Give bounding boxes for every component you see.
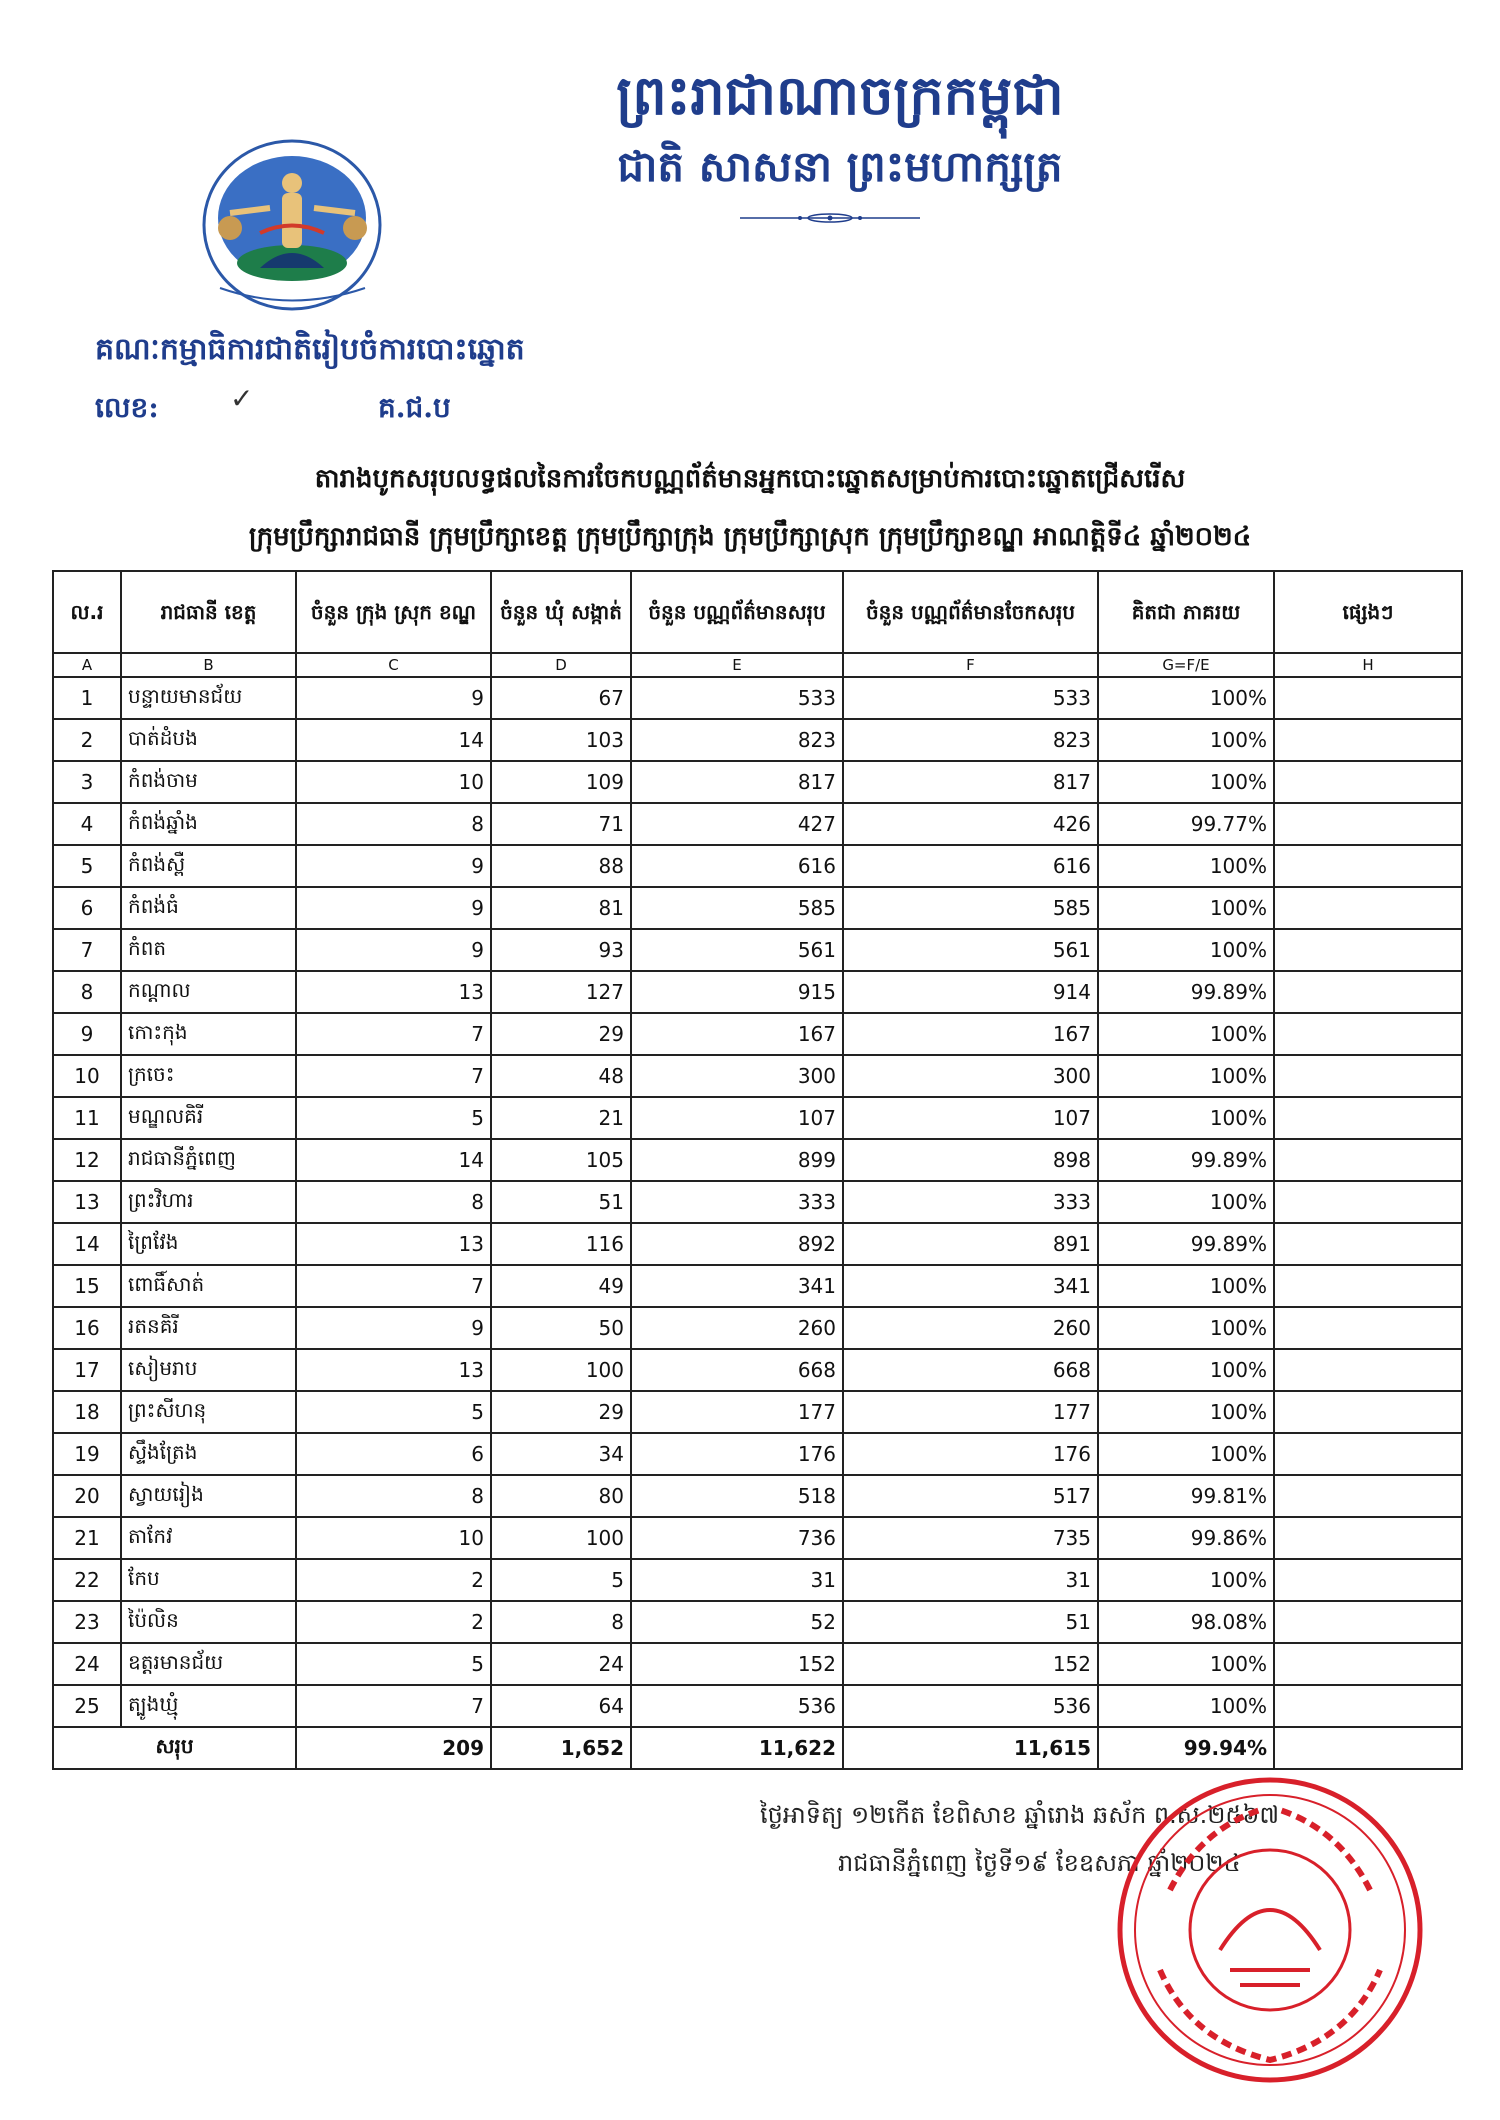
column-letter: H bbox=[1274, 653, 1462, 677]
districts-count: 10 bbox=[296, 761, 491, 803]
communes-count: 48 bbox=[491, 1055, 631, 1097]
other-note bbox=[1274, 1223, 1462, 1265]
table-row bbox=[53, 1685, 1462, 1727]
cards-total: 668 bbox=[631, 1349, 843, 1391]
districts-count: 10 bbox=[296, 1517, 491, 1559]
communes-count: 93 bbox=[491, 929, 631, 971]
total-communes: 1,652 bbox=[491, 1727, 631, 1769]
table-row bbox=[53, 1223, 1462, 1265]
table-header-row bbox=[53, 571, 1462, 653]
cards-distributed: 31 bbox=[843, 1559, 1098, 1601]
districts-count: 5 bbox=[296, 1097, 491, 1139]
cards-total: 892 bbox=[631, 1223, 843, 1265]
province-name: ក្រចេះ bbox=[121, 1055, 296, 1097]
cards-total: 333 bbox=[631, 1181, 843, 1223]
cards-total: 167 bbox=[631, 1013, 843, 1055]
header-province: រាជធានី ខេត្ត bbox=[121, 571, 296, 653]
communes-count: 71 bbox=[491, 803, 631, 845]
total-other bbox=[1274, 1727, 1462, 1769]
other-note bbox=[1274, 1055, 1462, 1097]
table-row bbox=[53, 845, 1462, 887]
cards-distributed: 517 bbox=[843, 1475, 1098, 1517]
document-title-line-2: ក្រុមប្រឹក្សារាជធានី ក្រុមប្រឹក្សាខេត្ត ក្រុមប្រឹក្សាក្រុង ក្រុមប្រឹក្សាស្រុក ក្រុមប្រឹក្សាខណ្ឌ អាណត្តិទី៤ ឆ្នាំ២០២៤ bbox=[248, 522, 1252, 552]
table-row bbox=[53, 677, 1462, 719]
districts-count: 6 bbox=[296, 1433, 491, 1475]
communes-count: 67 bbox=[491, 677, 631, 719]
distributed-percent: 100% bbox=[1098, 845, 1274, 887]
province-name: កំពង់ឆ្នាំង bbox=[121, 803, 296, 845]
table-row bbox=[53, 1391, 1462, 1433]
table-total-row bbox=[53, 1727, 1462, 1769]
other-note bbox=[1274, 761, 1462, 803]
row-number: 8 bbox=[53, 971, 121, 1013]
cards-total: 561 bbox=[631, 929, 843, 971]
national-motto: ជាតិ សាសនា ព្រះមហាក្សត្រ bbox=[617, 142, 1063, 191]
districts-count: 13 bbox=[296, 1223, 491, 1265]
row-number: 9 bbox=[53, 1013, 121, 1055]
districts-count: 2 bbox=[296, 1559, 491, 1601]
cards-distributed: 260 bbox=[843, 1307, 1098, 1349]
header-communes: ចំនួន ឃុំ សង្កាត់ bbox=[491, 571, 631, 653]
other-note bbox=[1274, 1559, 1462, 1601]
table-row bbox=[53, 1265, 1462, 1307]
province-name: បាត់ដំបង bbox=[121, 719, 296, 761]
row-number: 5 bbox=[53, 845, 121, 887]
communes-count: 29 bbox=[491, 1391, 631, 1433]
communes-count: 109 bbox=[491, 761, 631, 803]
other-note bbox=[1274, 971, 1462, 1013]
province-name: សៀមរាប bbox=[121, 1349, 296, 1391]
table-row bbox=[53, 761, 1462, 803]
distributed-percent: 100% bbox=[1098, 1349, 1274, 1391]
distributed-percent: 99.89% bbox=[1098, 971, 1274, 1013]
cards-distributed: 891 bbox=[843, 1223, 1098, 1265]
table-row bbox=[53, 1307, 1462, 1349]
cards-distributed: 561 bbox=[843, 929, 1098, 971]
total-label: សរុប bbox=[53, 1727, 296, 1769]
communes-count: 80 bbox=[491, 1475, 631, 1517]
province-name: ពោធិ៍សាត់ bbox=[121, 1265, 296, 1307]
cards-total: 107 bbox=[631, 1097, 843, 1139]
districts-count: 5 bbox=[296, 1391, 491, 1433]
cards-distributed: 585 bbox=[843, 887, 1098, 929]
districts-count: 9 bbox=[296, 887, 491, 929]
table-row bbox=[53, 1517, 1462, 1559]
communes-count: 50 bbox=[491, 1307, 631, 1349]
cards-distributed: 167 bbox=[843, 1013, 1098, 1055]
cards-total: 176 bbox=[631, 1433, 843, 1475]
districts-count: 9 bbox=[296, 845, 491, 887]
row-number: 17 bbox=[53, 1349, 121, 1391]
distributed-percent: 99.89% bbox=[1098, 1139, 1274, 1181]
row-number: 20 bbox=[53, 1475, 121, 1517]
other-note bbox=[1274, 1601, 1462, 1643]
districts-count: 7 bbox=[296, 1013, 491, 1055]
cards-distributed: 341 bbox=[843, 1265, 1098, 1307]
cards-distributed: 426 bbox=[843, 803, 1098, 845]
nec-logo-emblem bbox=[200, 138, 385, 313]
communes-count: 21 bbox=[491, 1097, 631, 1139]
districts-count: 13 bbox=[296, 1349, 491, 1391]
communes-count: 64 bbox=[491, 1685, 631, 1727]
table-row bbox=[53, 1097, 1462, 1139]
table-row bbox=[53, 1475, 1462, 1517]
distributed-percent: 100% bbox=[1098, 1265, 1274, 1307]
other-note bbox=[1274, 1265, 1462, 1307]
distributed-percent: 99.89% bbox=[1098, 1223, 1274, 1265]
column-letter: F bbox=[843, 653, 1098, 677]
cards-distributed: 51 bbox=[843, 1601, 1098, 1643]
header-districts: ចំនួន ក្រុង ស្រុក ខណ្ឌ bbox=[296, 571, 491, 653]
other-note bbox=[1274, 803, 1462, 845]
total-cards: 11,622 bbox=[631, 1727, 843, 1769]
other-note bbox=[1274, 1181, 1462, 1223]
distributed-percent: 100% bbox=[1098, 887, 1274, 929]
table-row bbox=[53, 1013, 1462, 1055]
column-letter: E bbox=[631, 653, 843, 677]
cards-total: 52 bbox=[631, 1601, 843, 1643]
cards-distributed: 735 bbox=[843, 1517, 1098, 1559]
header-other: ផ្សេងៗ bbox=[1274, 571, 1462, 653]
total-percent: 99.94% bbox=[1098, 1727, 1274, 1769]
districts-count: 5 bbox=[296, 1643, 491, 1685]
cards-distributed: 536 bbox=[843, 1685, 1098, 1727]
cards-total: 31 bbox=[631, 1559, 843, 1601]
province-name: ឧត្ដរមានជ័យ bbox=[121, 1643, 296, 1685]
official-seal-stamp bbox=[1110, 1770, 1430, 2090]
province-name: ប៉ៃលិន bbox=[121, 1601, 296, 1643]
table-row bbox=[53, 1055, 1462, 1097]
cards-total: 585 bbox=[631, 887, 843, 929]
communes-count: 24 bbox=[491, 1643, 631, 1685]
communes-count: 34 bbox=[491, 1433, 631, 1475]
row-number: 12 bbox=[53, 1139, 121, 1181]
cards-total: 427 bbox=[631, 803, 843, 845]
row-number: 4 bbox=[53, 803, 121, 845]
other-note bbox=[1274, 1517, 1462, 1559]
districts-count: 9 bbox=[296, 1307, 491, 1349]
solar-date: រាជធានីភ្នំពេញ ថ្ងៃទី១៩ ខែឧសភា ឆ្នាំ២០២៤ bbox=[838, 1849, 1241, 1877]
header-no: ល.រ bbox=[53, 571, 121, 653]
row-number: 6 bbox=[53, 887, 121, 929]
document-title-line-1: តារាងបូកសរុបលទ្ធផលនៃការចែកបណ្ណព័ត៌មានអ្នកបោះឆ្នោតសម្រាប់ការបោះឆ្នោតជ្រើសរើស bbox=[314, 464, 1186, 494]
table-row bbox=[53, 1139, 1462, 1181]
distributed-percent: 99.86% bbox=[1098, 1517, 1274, 1559]
province-name: រាជធានីភ្នំពេញ bbox=[121, 1139, 296, 1181]
header-cards-distributed: ចំនួន បណ្ណព័ត៌មានចែកសរុប bbox=[843, 571, 1098, 653]
reference-code: គ.ជ.ប bbox=[378, 391, 451, 424]
cards-total: 899 bbox=[631, 1139, 843, 1181]
total-distributed: 11,615 bbox=[843, 1727, 1098, 1769]
cards-total: 260 bbox=[631, 1307, 843, 1349]
distributed-percent: 100% bbox=[1098, 1307, 1274, 1349]
province-name: ព្រះសីហនុ bbox=[121, 1391, 296, 1433]
communes-count: 116 bbox=[491, 1223, 631, 1265]
table-row bbox=[53, 719, 1462, 761]
row-number: 7 bbox=[53, 929, 121, 971]
cards-distributed: 107 bbox=[843, 1097, 1098, 1139]
communes-count: 105 bbox=[491, 1139, 631, 1181]
row-number: 15 bbox=[53, 1265, 121, 1307]
row-number: 14 bbox=[53, 1223, 121, 1265]
province-name: ស្ទឹងត្រែង bbox=[121, 1433, 296, 1475]
cards-distributed: 533 bbox=[843, 677, 1098, 719]
distributed-percent: 100% bbox=[1098, 1433, 1274, 1475]
row-number: 10 bbox=[53, 1055, 121, 1097]
districts-count: 7 bbox=[296, 1055, 491, 1097]
communes-count: 103 bbox=[491, 719, 631, 761]
province-name: រតនគិរី bbox=[121, 1307, 296, 1349]
table-row bbox=[53, 971, 1462, 1013]
province-name: បន្ទាយមានជ័យ bbox=[121, 677, 296, 719]
other-note bbox=[1274, 1013, 1462, 1055]
other-note bbox=[1274, 1433, 1462, 1475]
cards-distributed: 914 bbox=[843, 971, 1098, 1013]
province-name: កំពង់ចាម bbox=[121, 761, 296, 803]
other-note bbox=[1274, 1643, 1462, 1685]
communes-count: 29 bbox=[491, 1013, 631, 1055]
distributed-percent: 100% bbox=[1098, 1097, 1274, 1139]
reference-number-label: លេខ: bbox=[95, 391, 159, 424]
cards-total: 152 bbox=[631, 1643, 843, 1685]
distributed-percent: 100% bbox=[1098, 677, 1274, 719]
province-name: តាកែវ bbox=[121, 1517, 296, 1559]
column-letter: G=F/E bbox=[1098, 653, 1274, 677]
communes-count: 81 bbox=[491, 887, 631, 929]
communes-count: 88 bbox=[491, 845, 631, 887]
distributed-percent: 100% bbox=[1098, 929, 1274, 971]
cards-total: 177 bbox=[631, 1391, 843, 1433]
cards-total: 915 bbox=[631, 971, 843, 1013]
other-note bbox=[1274, 845, 1462, 887]
districts-count: 9 bbox=[296, 677, 491, 719]
column-letter: B bbox=[121, 653, 296, 677]
distributed-percent: 100% bbox=[1098, 761, 1274, 803]
distributed-percent: 100% bbox=[1098, 719, 1274, 761]
cards-distributed: 898 bbox=[843, 1139, 1098, 1181]
distributed-percent: 99.81% bbox=[1098, 1475, 1274, 1517]
column-letter: D bbox=[491, 653, 631, 677]
row-number: 21 bbox=[53, 1517, 121, 1559]
table-row bbox=[53, 1643, 1462, 1685]
distributed-percent: 100% bbox=[1098, 1643, 1274, 1685]
other-note bbox=[1274, 929, 1462, 971]
table-row bbox=[53, 929, 1462, 971]
distributed-percent: 99.77% bbox=[1098, 803, 1274, 845]
distributed-percent: 100% bbox=[1098, 1391, 1274, 1433]
communes-count: 100 bbox=[491, 1349, 631, 1391]
row-number: 22 bbox=[53, 1559, 121, 1601]
cards-distributed: 177 bbox=[843, 1391, 1098, 1433]
summary-table bbox=[52, 570, 1463, 1770]
table-row bbox=[53, 1559, 1462, 1601]
cards-distributed: 817 bbox=[843, 761, 1098, 803]
communes-count: 127 bbox=[491, 971, 631, 1013]
districts-count: 8 bbox=[296, 1475, 491, 1517]
districts-count: 14 bbox=[296, 719, 491, 761]
distributed-percent: 100% bbox=[1098, 1559, 1274, 1601]
other-note bbox=[1274, 719, 1462, 761]
districts-count: 8 bbox=[296, 803, 491, 845]
districts-count: 13 bbox=[296, 971, 491, 1013]
cards-distributed: 616 bbox=[843, 845, 1098, 887]
organization-name: គណៈកម្មាធិការជាតិរៀបចំការបោះឆ្នោត bbox=[95, 332, 525, 367]
cards-total: 616 bbox=[631, 845, 843, 887]
table-row bbox=[53, 803, 1462, 845]
other-note bbox=[1274, 1685, 1462, 1727]
row-number: 23 bbox=[53, 1601, 121, 1643]
communes-count: 49 bbox=[491, 1265, 631, 1307]
province-name: កំពង់ស្ពឺ bbox=[121, 845, 296, 887]
cards-total: 533 bbox=[631, 677, 843, 719]
cards-total: 823 bbox=[631, 719, 843, 761]
lunar-date: ថ្ងៃអាទិត្យ ១២កើត ខែពិសាខ ឆ្នាំរោង ឆស័ក ព.ស.២៥៦៧ bbox=[760, 1801, 1280, 1829]
table-row bbox=[53, 1433, 1462, 1475]
distributed-percent: 100% bbox=[1098, 1055, 1274, 1097]
districts-count: 9 bbox=[296, 929, 491, 971]
table-row bbox=[53, 1349, 1462, 1391]
cards-total: 536 bbox=[631, 1685, 843, 1727]
row-number: 19 bbox=[53, 1433, 121, 1475]
communes-count: 5 bbox=[491, 1559, 631, 1601]
table-column-letters-row bbox=[53, 653, 1462, 677]
communes-count: 51 bbox=[491, 1181, 631, 1223]
cards-total: 518 bbox=[631, 1475, 843, 1517]
communes-count: 100 bbox=[491, 1517, 631, 1559]
cards-total: 300 bbox=[631, 1055, 843, 1097]
districts-count: 7 bbox=[296, 1685, 491, 1727]
table-body bbox=[53, 677, 1462, 1727]
cards-distributed: 300 bbox=[843, 1055, 1098, 1097]
table-row bbox=[53, 1601, 1462, 1643]
table-row bbox=[53, 1181, 1462, 1223]
other-note bbox=[1274, 887, 1462, 929]
distributed-percent: 100% bbox=[1098, 1013, 1274, 1055]
row-number: 16 bbox=[53, 1307, 121, 1349]
distributed-percent: 100% bbox=[1098, 1181, 1274, 1223]
row-number: 1 bbox=[53, 677, 121, 719]
cards-total: 817 bbox=[631, 761, 843, 803]
other-note bbox=[1274, 1139, 1462, 1181]
districts-count: 14 bbox=[296, 1139, 491, 1181]
districts-count: 7 bbox=[296, 1265, 491, 1307]
column-letter: C bbox=[296, 653, 491, 677]
ornament-divider bbox=[740, 212, 920, 224]
cards-total: 736 bbox=[631, 1517, 843, 1559]
checkmark-icon: ✓ bbox=[230, 382, 254, 415]
province-name: ស្វាយរៀង bbox=[121, 1475, 296, 1517]
other-note bbox=[1274, 677, 1462, 719]
distributed-percent: 100% bbox=[1098, 1685, 1274, 1727]
cards-distributed: 152 bbox=[843, 1643, 1098, 1685]
row-number: 2 bbox=[53, 719, 121, 761]
province-name: កំពង់ធំ bbox=[121, 887, 296, 929]
province-name: ព្រះវិហារ bbox=[121, 1181, 296, 1223]
kingdom-title: ព្រះរាជាណាចក្រកម្ពុជា bbox=[616, 63, 1064, 127]
row-number: 3 bbox=[53, 761, 121, 803]
row-number: 24 bbox=[53, 1643, 121, 1685]
districts-count: 2 bbox=[296, 1601, 491, 1643]
total-districts: 209 bbox=[296, 1727, 491, 1769]
province-name: កោះកុង bbox=[121, 1013, 296, 1055]
header-cards-total: ចំនួន បណ្ណព័ត៌មានសរុប bbox=[631, 571, 843, 653]
column-letter: A bbox=[53, 653, 121, 677]
header-percent: គិតជា ភាគរយ bbox=[1098, 571, 1274, 653]
cards-distributed: 668 bbox=[843, 1349, 1098, 1391]
row-number: 11 bbox=[53, 1097, 121, 1139]
cards-distributed: 176 bbox=[843, 1433, 1098, 1475]
province-name: ត្បូងឃ្មុំ bbox=[121, 1685, 296, 1727]
other-note bbox=[1274, 1307, 1462, 1349]
other-note bbox=[1274, 1349, 1462, 1391]
province-name: កំពត bbox=[121, 929, 296, 971]
other-note bbox=[1274, 1475, 1462, 1517]
cards-total: 341 bbox=[631, 1265, 843, 1307]
province-name: ព្រៃវែង bbox=[121, 1223, 296, 1265]
row-number: 18 bbox=[53, 1391, 121, 1433]
cards-distributed: 333 bbox=[843, 1181, 1098, 1223]
province-name: មណ្ឌលគិរី bbox=[121, 1097, 296, 1139]
province-name: កែប bbox=[121, 1559, 296, 1601]
communes-count: 8 bbox=[491, 1601, 631, 1643]
table-row bbox=[53, 887, 1462, 929]
province-name: កណ្ដាល bbox=[121, 971, 296, 1013]
row-number: 13 bbox=[53, 1181, 121, 1223]
other-note bbox=[1274, 1097, 1462, 1139]
row-number: 25 bbox=[53, 1685, 121, 1727]
cards-distributed: 823 bbox=[843, 719, 1098, 761]
other-note bbox=[1274, 1391, 1462, 1433]
distributed-percent: 98.08% bbox=[1098, 1601, 1274, 1643]
districts-count: 8 bbox=[296, 1181, 491, 1223]
